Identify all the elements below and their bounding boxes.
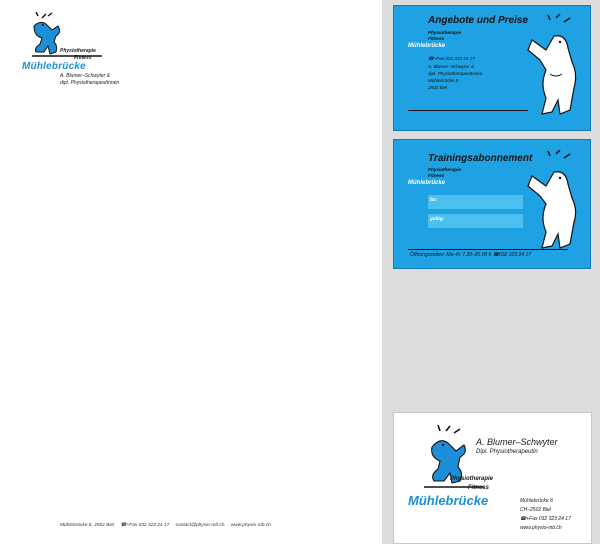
price-card-line: 2502 Biel	[428, 85, 448, 90]
business-card-address2: CH–2502 Biel	[520, 507, 551, 513]
price-card	[393, 5, 591, 131]
field-valid-label: gültig:	[430, 216, 445, 221]
business-card-title: Dipl. Physiotherapeutin	[476, 449, 538, 455]
price-card-line: A. Blumer–Schwyter &	[428, 64, 474, 69]
logo-figure-icon	[416, 423, 486, 493]
training-card-field-for[interactable]	[428, 195, 523, 209]
figure-icon	[526, 150, 586, 254]
price-card-tagline-physio: Physiotherapie	[428, 30, 461, 35]
price-card-title: Angebote und Preise	[428, 15, 529, 26]
letterhead-owner: A. Blumer–Schwyter &	[60, 73, 111, 79]
letterhead-footer	[60, 523, 276, 528]
field-for-label: für:	[430, 197, 438, 202]
business-card-address1: Mühlebrücke 8	[520, 498, 553, 504]
price-card-lines	[428, 56, 483, 90]
business-card-tagline-physio: Physiotherapie	[450, 476, 494, 482]
business-card-brand: Mühlebrücke	[408, 493, 489, 508]
price-card-line: dipl. PhysiotherapeutInnen	[428, 71, 483, 76]
letterhead-brand: Mühlebrücke	[22, 61, 86, 72]
price-card-rule	[408, 110, 528, 111]
logo-figure-icon	[24, 12, 104, 62]
letterhead-tagline-fitness: Fitness	[74, 55, 92, 61]
business-card-name: A. Blumer–Schwyter	[476, 437, 558, 447]
footer-address: Mühlebrücke 8, 2502 Biel	[60, 523, 115, 528]
price-card-line: Mühlebrücke 8	[428, 78, 459, 83]
training-card	[393, 139, 591, 269]
letterhead-tagline-physio: Physiotherapie	[60, 48, 96, 54]
figure-icon	[526, 14, 586, 124]
price-card-brand: Mühlebrücke	[408, 43, 446, 49]
opening-hours: Öffnungszeiten: Mo–Fr 7.30–20.00 h	[410, 252, 492, 258]
letterhead-owner-title: dipl. PhysiotherapeutInnen	[60, 80, 120, 86]
footer-web: www.physio-mb.ch	[230, 523, 271, 528]
business-card-web: www.physio-mb.ch	[520, 525, 562, 531]
footer-email: contact@physio-mb.ch	[175, 523, 225, 528]
training-card-tagline-physio: Physiotherapie	[428, 167, 461, 172]
training-card-field-valid[interactable]	[428, 214, 523, 228]
training-card-hours	[410, 252, 531, 258]
price-card-tagline-fitness: Fitness	[428, 36, 445, 41]
business-card-phone: ☎+Fax 032 323 24 17	[520, 516, 571, 522]
training-card-brand: Mühlebrücke	[408, 180, 446, 186]
training-card-phone: ☎032 323 24 17	[492, 252, 532, 258]
footer-phone: ☎+Fax 032 323 24 17	[120, 523, 170, 528]
training-card-title: Trainingsabonnement	[428, 153, 533, 164]
price-card-line: ☎+Fax 032 323 24 17	[428, 56, 475, 61]
training-card-tagline-fitness: Fitness	[428, 173, 445, 178]
business-card-tagline-fitness: Fitness	[468, 485, 490, 491]
business-card	[393, 412, 592, 544]
